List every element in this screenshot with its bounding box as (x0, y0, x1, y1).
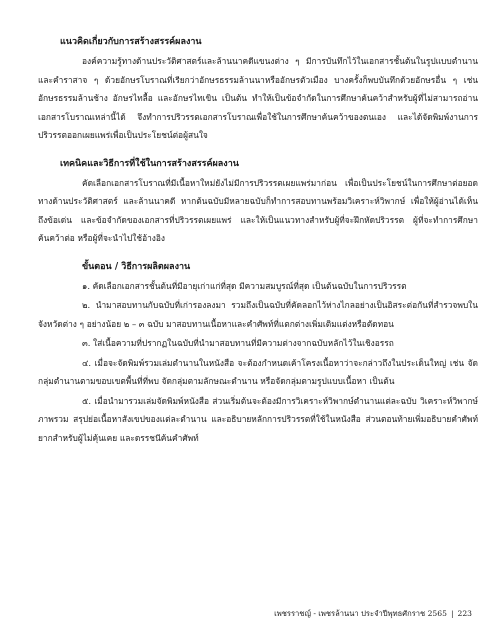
step-3: ๓. ใส่เนื้อความที่ปรากฏในฉบับที่นำมาสอบทานที่มีความต่างจากฉบับหลักไว้ในเชิงอรรถ (82, 338, 394, 348)
step-2: ๒. นำมาสอบทานกับฉบับที่เก่ารองลงมา รวมถึงเป็นฉบับที่คัดลอกไว้ห่างไกลอย่างเป็นอิสระต่อกันที่สำรวจพบในจังหวัดต่าง ๆ อย่างน้อย ๒ – ๓ ฉบับ มาสอบทานเนื้อหาและคำศัพท์ที่แตกต่างเพิ่มเติมแต่งหรือตัดทอน (38, 300, 478, 329)
footer-separator: | (450, 609, 454, 618)
step-5: ๕. เมื่อนำมารวมเล่มจัดพิมพ์หนังสือ ส่วนเริ่มต้นจะต้องมีการวิเคราะห์วิพากษ์ตำนานแต่ละฉบับ วิเคราะห์วิพากษ์ภาพรวม สรุปย่อเนื้อหาสังเขปของแต่ละตำนาน และอธิบายหลักการปริวรรตที่ใช้ในหนังสือ ส่วนตอนท้ายเพิ่มอธิบายคำศัพท์ยากสำหรับผู้ไม่คุ้นเคย และดรรชนีค้นคำศัพท์ (38, 395, 478, 443)
step-1: ๑. คัดเลือกเอกสารชั้นต้นที่มีอายุเก่าแก่ที่สุด มีความสมบูรณ์ที่สุด เป็นต้นฉบับในการปริวรรต (82, 280, 407, 291)
paragraph-techniques: คัดเลือกเอกสารโบราณที่มีเนื้อหาใหม่ยังไม่มีการปริวรรตเผยแพร่มาก่อน เพื่อเป็นประโยชน์ในการศึกษาต่อยอดทางด้านประวัติศาสตร์ และล้านนาคดี หากต้นฉบับมีหลายฉบับก็ทำการสอบทานพร้อมวิเคราะห์วิพากษ์ เพื่อให้ผู้อ่านได้เห็นถึงข้อเด่น และข้อจำกัดของเอกสารที่ปริวรรตเผยแพร่ และให้เป็นแนวทางสำหรับผู้ที่จะฝึกหัดปริวรรต ผู้ที่จะทำการศึกษาค้นคว้าต่อ หรือผู้ที่จะนำไปใช้อ้างอิง (38, 177, 478, 243)
section-heading-steps: ขั้นตอน / วิธีการผลิตผลงาน (82, 261, 191, 272)
section-heading-techniques: เทคนิคและวิธีการที่ใช้ในการสร้างสรรค์ผลงาน (60, 158, 239, 169)
paragraph-concept: องค์ความรู้ทางด้านประวัติศาสตร์และล้านนาคดีแขนงต่าง ๆ มีการบันทึกไว้ในเอกสารชั้นต้นในรูปแบบตำนานและคำราสาจ ๆ ด้วยอักษรโบราณที่เรียกว่าอักษรธรรมล้านนาหรืออักษรตัวเมือง บางครั้งก็พบบันทึกด้วยอักษรอื่น ๆ เช่น อักษรธรรมล้านช้าง อักษรไทลื้อ และอักษรไทเขิน เป็นต้น ทำให้เป็นข้อจำกัดในการศึกษาค้นคว้าสำหรับผู้ที่ไม่สามารถอ่านเอกสารโบราณเหล่านี้ได้ จึงทำการปริวรรตเอกสารโบราณเพื่อใช้ในการศึกษาค้นคว้าของตนเอง และได้จัดพิมพ์งานการปริวรรตออกเผยแพร่เพื่อเป็นประโยชน์ต่อผู้สนใจ (38, 56, 478, 140)
step-4: ๔. เมื่อจะจัดพิมพ์รวมเล่มตำนานในหนังสือ จะต้องกำหนดเค้าโครงเนื้อหาว่าจะกล่าวถึงในประเด็นใหญ่ เช่น จัดกลุ่มตำนานตามขอบเขตพื้นที่ที่พบ จัดกลุ่มตามลักษณะตำนาน หรือจัดกลุ่มตามรูปแบบเนื้อหา เป็นต้น (38, 357, 478, 386)
page-footer (172, 607, 472, 621)
footer-journal-title: เพชรราชญ์ - เพชรล้านนา ประจำปีพุทธศักราช 2565 (274, 609, 447, 618)
page-content (38, 32, 478, 448)
section-heading-concept: แนวคิดเกี่ยวกับการสร้างสรรค์ผลงาน (60, 37, 202, 47)
page-number: 223 (457, 609, 472, 618)
